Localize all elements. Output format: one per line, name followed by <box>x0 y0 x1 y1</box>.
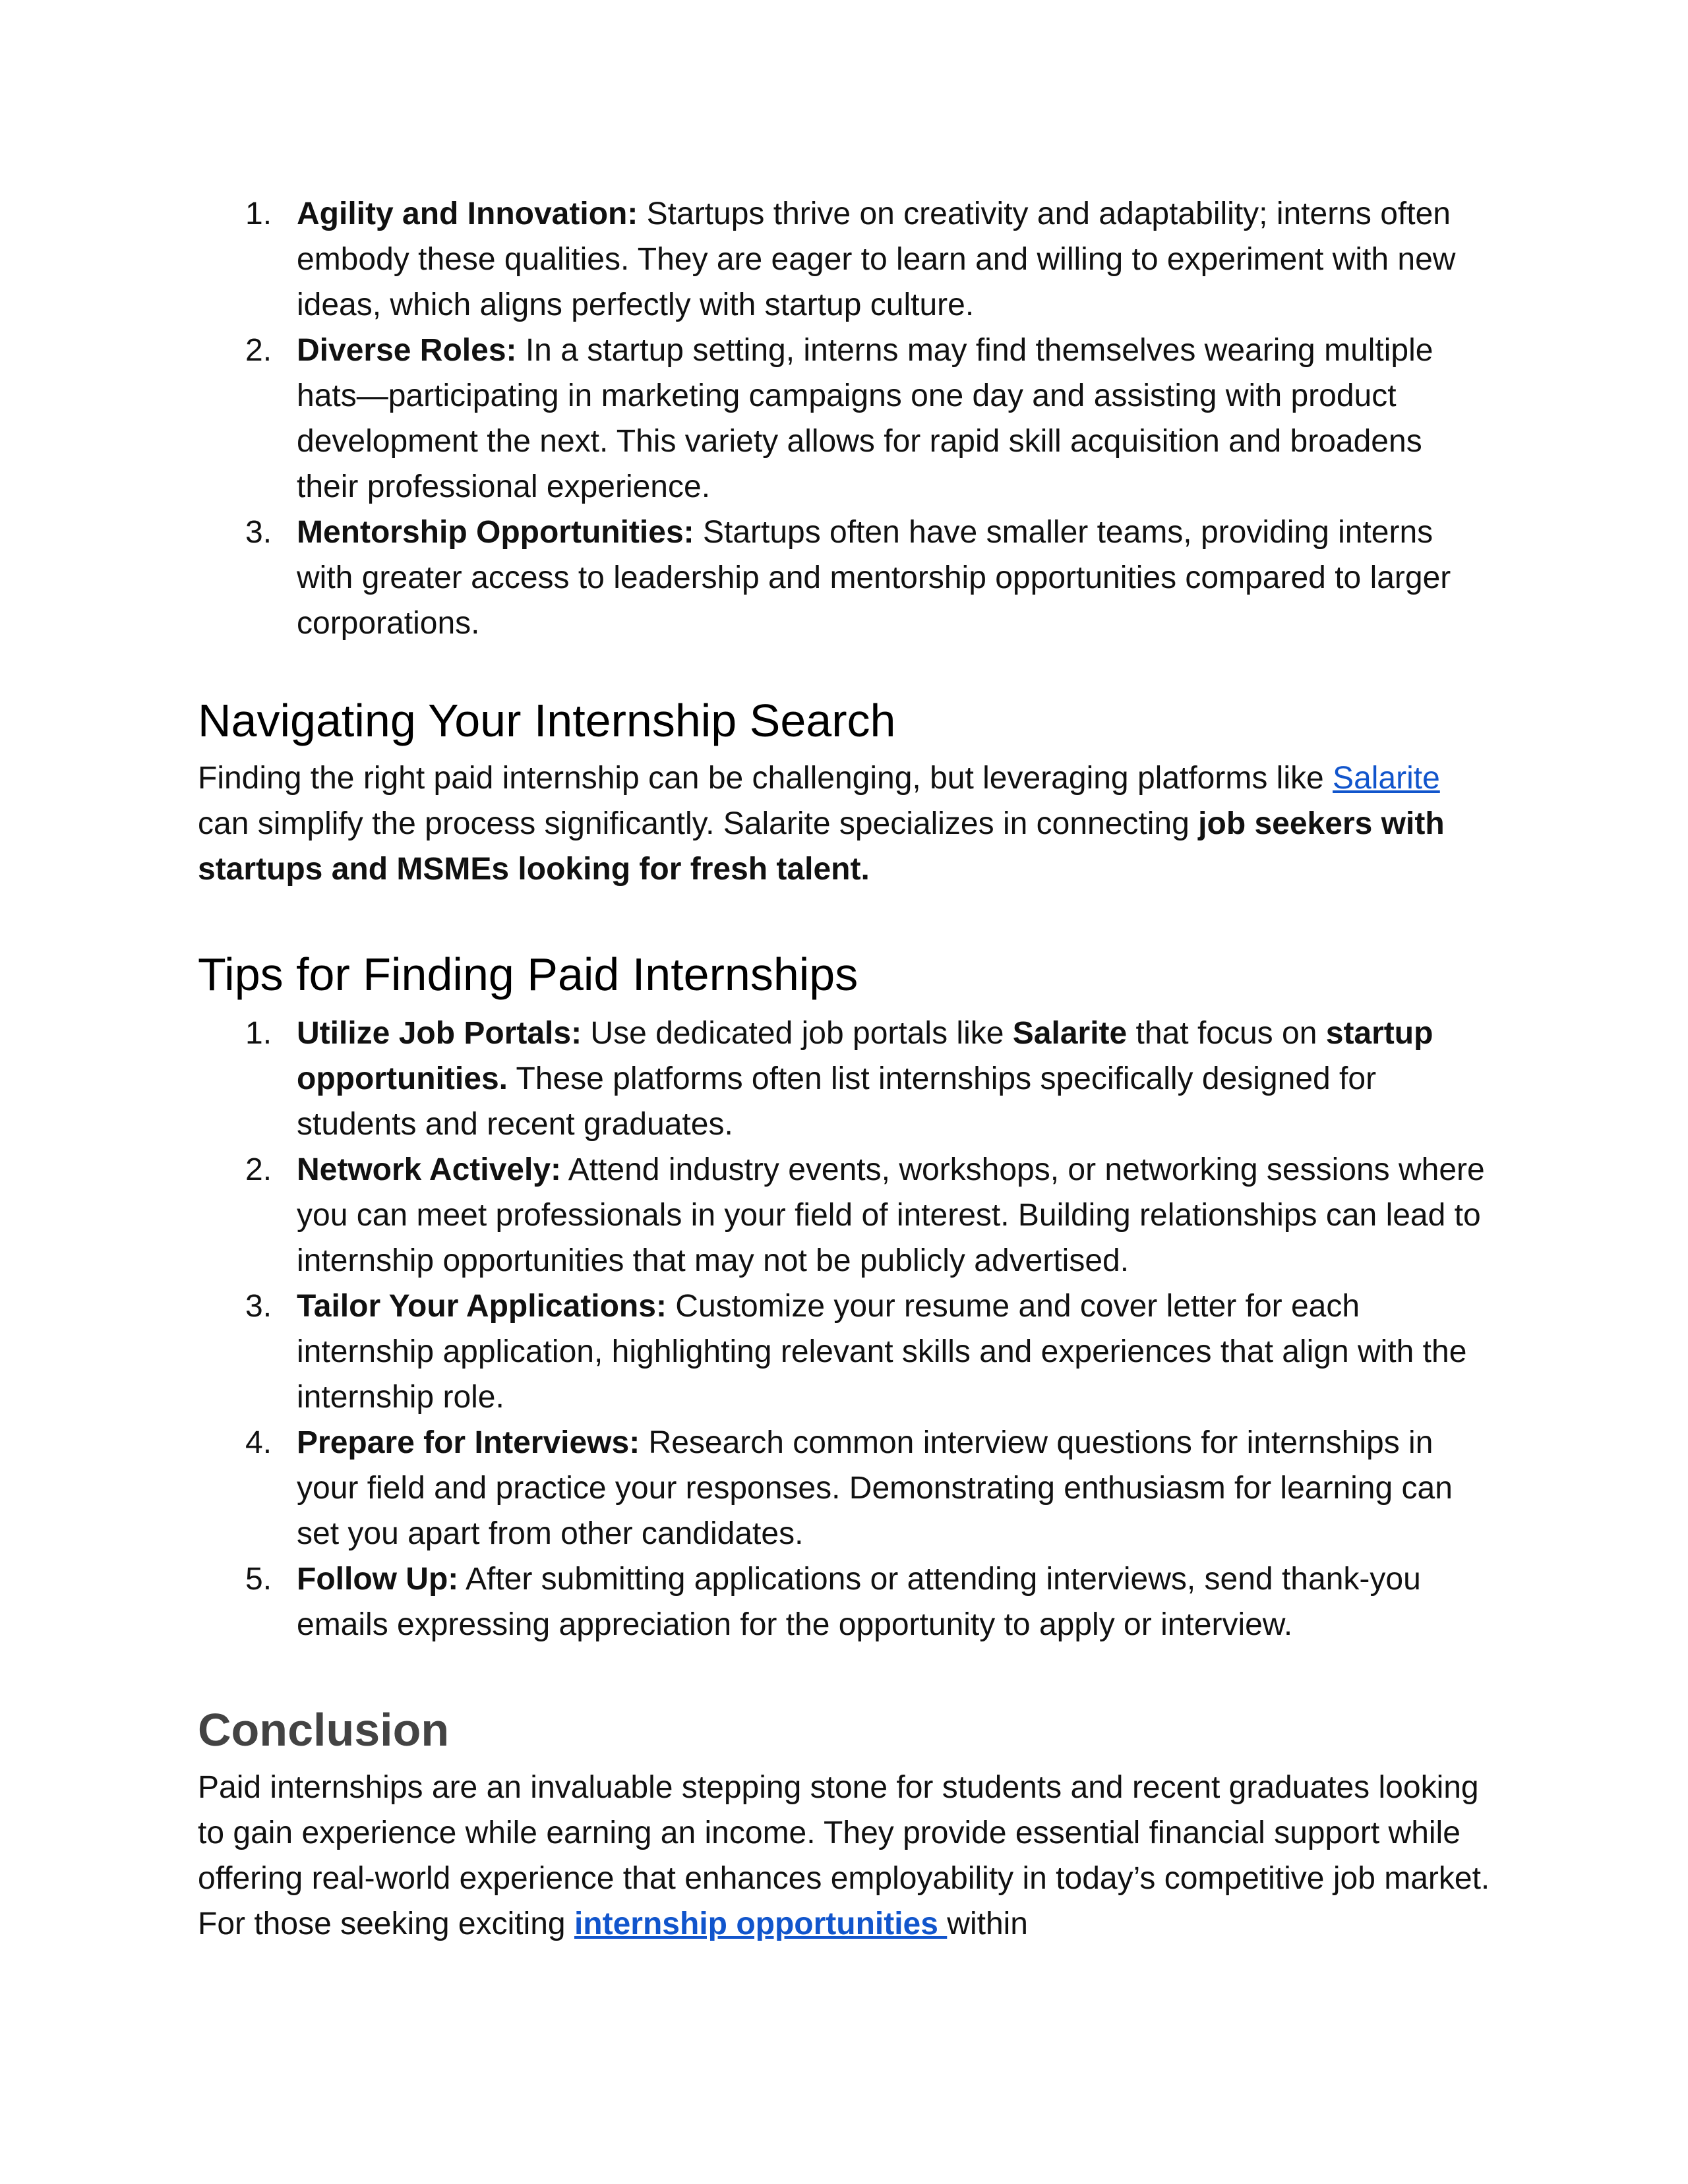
list-item-bold-text: Salarite <box>1012 1016 1128 1051</box>
list-item-text: After submitting applications or attending interviews, send thank-you emails expressing appreciation for the opportunity to apply or interview. <box>297 1562 1421 1642</box>
conclusion-heading: Conclusion <box>198 1704 450 1756</box>
list-item-text: Use dedicated job portals like <box>582 1016 1013 1051</box>
list-item-label: Diverse Roles: <box>297 333 517 368</box>
conclusion-paragraph <box>198 1765 1490 1947</box>
list-item-label: Agility and Innovation: <box>297 196 638 231</box>
list-number: 2. <box>245 1152 272 1187</box>
list-item <box>198 328 1490 510</box>
list-item-text: Research common interview questions for internships in your field and practice your responses. Demonstrating enthusiasm for learning can set you apart from other candidates. <box>297 1425 1453 1551</box>
tips-section <box>198 945 1490 1647</box>
paragraph-text: Paid internships are an invaluable stepping stone for students and recent graduates looking to gain experience while earning an income. They provide essential financial support while offering real-world experience that enhances employability in today’s competitive job market. For those seeking exciting <box>198 1770 1490 1941</box>
list-item-text: These platforms often list internships specifically designed for students and recent graduates. <box>297 1061 1377 1142</box>
navigating-section <box>198 691 1490 892</box>
conclusion-section <box>198 1700 1490 1947</box>
list-number: 3. <box>245 515 272 550</box>
list-item-text: Attend industry events, workshops, or networking sessions where you can meet professionals in your field of interest. Building relationships can lead to internship opportunities that may not be publicly advertised. <box>297 1152 1485 1278</box>
paragraph-bold-text: job seekers with startups and MSMEs looking for fresh talent. <box>198 806 1445 887</box>
list-item-label: Utilize Job Portals: <box>297 1016 582 1051</box>
list-item-label: Prepare for Interviews: <box>297 1425 640 1460</box>
paragraph-text: can simplify the process significantly. Salarite specializes in connecting <box>198 806 1199 841</box>
list-item <box>198 1556 1490 1647</box>
list-item <box>198 1420 1490 1556</box>
list-number: 3. <box>245 1289 272 1324</box>
list-item-label: Follow Up: <box>297 1562 459 1597</box>
list-number: 1. <box>245 1016 272 1051</box>
document-page <box>198 191 1490 1947</box>
list-item <box>198 1011 1490 1147</box>
navigating-paragraph <box>198 755 1490 892</box>
list-number: 5. <box>245 1562 272 1597</box>
list-item-label: Mentorship Opportunities: <box>297 515 694 550</box>
list-item <box>198 1284 1490 1420</box>
list-item-label: Tailor Your Applications: <box>297 1289 667 1324</box>
list-item-text: Startups often have smaller teams, providing interns with greater access to leadership and mentorship opportunities compared to larger corporations. <box>297 515 1451 641</box>
list-item-text: Startups thrive on creativity and adaptability; interns often embody these qualities. They are eager to learn and willing to experiment with new ideas, which aligns perfectly with startup culture. <box>297 196 1456 322</box>
list-item <box>198 191 1490 328</box>
list-number: 1. <box>245 196 272 231</box>
startup-benefits-list <box>198 191 1490 646</box>
paragraph-text: Finding the right paid internship can be challenging, but leveraging platforms like <box>198 761 1333 796</box>
list-item-text: that focus on <box>1127 1016 1326 1051</box>
list-number: 2. <box>245 333 272 368</box>
list-item-bold-text: startup opportunities. <box>297 1016 1433 1096</box>
list-item <box>198 1147 1490 1284</box>
salarite-link[interactable]: Salarite <box>1333 761 1440 796</box>
internship-opportunities-link[interactable]: internship opportunities <box>574 1906 948 1941</box>
paragraph-text: within <box>947 1906 1028 1941</box>
list-item <box>198 510 1490 646</box>
list-item-text: Customize your resume and cover letter for each internship application, highlighting relevant skills and experiences that align with the internship role. <box>297 1289 1467 1415</box>
tips-heading: Tips for Finding Paid Internships <box>198 949 859 1000</box>
tips-list <box>198 1011 1490 1647</box>
list-item-label: Network Actively: <box>297 1152 562 1187</box>
navigating-heading: Navigating Your Internship Search <box>198 695 896 746</box>
list-number: 4. <box>245 1425 272 1460</box>
list-item-text: In a startup setting, interns may find themselves wearing multiple hats—participating in marketing campaigns one day and assisting with product development the next. This variety allows for rapid skill acquisition and broadens their professional experience. <box>297 333 1433 504</box>
